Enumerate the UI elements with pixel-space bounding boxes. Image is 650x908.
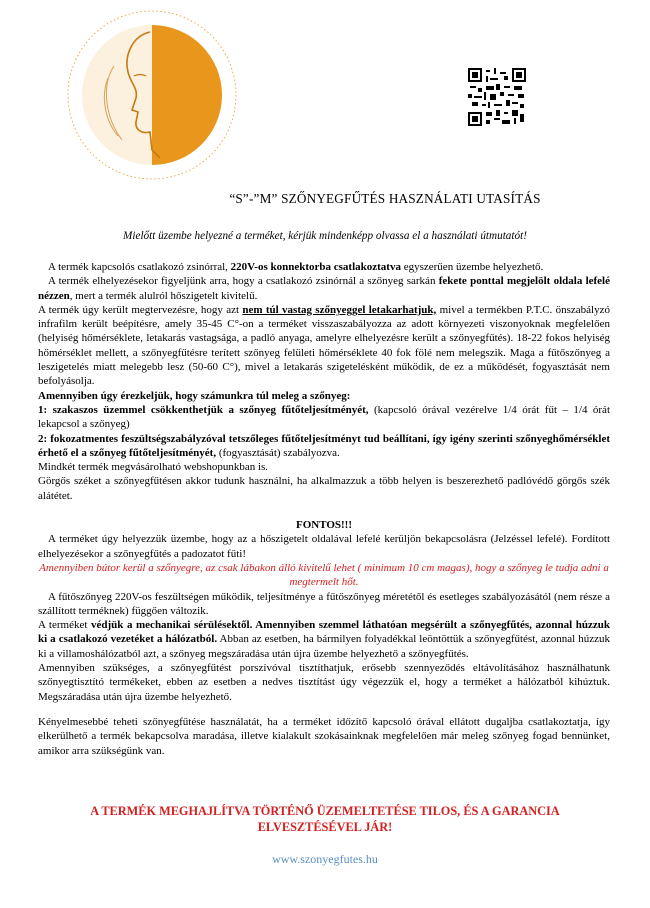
warranty-warning: A TERMÉK MEGHAJLÍTVA TÖRTÉNŐ ÜZEMELTETÉSE TILOS, ÉS A GARANCIA ELVESZTÉSÉVEL JÁR! <box>90 804 560 834</box>
page-title: “S”-”M” SZŐNYEGFŰTÉS HASZNÁLATI UTASÍTÁS <box>229 191 541 206</box>
paragraph-placement: A termék elhelyezésekor figyeljünk arra, hogy a csatlakozó zsinórnál a szőnyeg sarkán fekete ponttal megjelölt oldala lefelé nézzen, mert a termék alulról hőszigetelt kivitelű. <box>38 275 611 302</box>
paragraph-webshop: Mindkét termék megvásárolható webshopunkban is. <box>38 461 269 474</box>
furniture-warning: Amennyiben bútor kerül a szőnyegre, az csak lábakon álló kivitelű lehet ( minimum 10 cm magas), hogy a szőnyeg le tudja adni a megtermelt hőt. <box>39 561 609 589</box>
important-heading: FONTOS!!! <box>295 519 353 532</box>
paragraph-cleaning: Amennyiben szükséges, a szőnyegfűtést porszívóval tisztíthatjuk, erősebb szennyeződés eltávolításához használhatunk szőnyegtisztító termékeket, ebben az esetben a nedves tisztítást úgy végezzük el, hogy a terméket a hálózatból kihúztuk. Megszáradása után újra üzembe helyezhető. <box>38 662 610 703</box>
paragraph-design: A termék úgy került megtervezésre, hogy azt nem túl vastag szőnyeggel letakarhatjuk, mivel a termékben P.T.C. önszabályzó infrafilm került beépítésre, amely 35-45 C°-on a terméket visszaszabályozza az adott környezeti viszonyoknak megfelelően (helyiség hőmérséklete, letakarás vastagsága, a padló anyaga, amelyre elhelyezésre került a szőnyegfűtés). 18-22 fokos helyiség hőmérséklet mellett, a szőnyegfűtésre terített szőnyeg felületi hőmérséklete 40 fok fölé nem melegszik. Maga a fűtőszőnyeg a leszigetelés miatt melegebb lesz (50-60 C°), mivel a letakarás szigetelésként működik, de ez a működését, fogyasztását nem befolyásolja. <box>38 303 610 388</box>
paragraph-too-warm: Amennyiben úgy érezkeljük, hogy számunkra túl meleg a szőnyeg: <box>38 389 351 402</box>
paragraph-timer: Kényelmesebbé teheti szőnyegfűtése használatát, ha a terméket időzítő kapcsoló órával ellátott dugaljba csatlakoztatja, így elkerülhető a termék bekapcsolva maradása, illetve kialakult szokásainknak megfelelően már meleg szőnyeg fogad bennünket, amikor arra szükségünk van. <box>38 715 610 757</box>
paragraph-chair: Görgős széket a szőnyegfűtésen akkor tudunk használni, ha alkalmazzuk a több helyen is beszerezhető padlóvédő görgős szék alátétet. <box>38 475 610 502</box>
sun-face-logo <box>52 6 252 184</box>
qr-code <box>468 68 526 126</box>
paragraph-option-1: 1: szakaszos üzemmel csökkenthetjük a szőnyeg fűtőteljesítményét, (kapcsoló órával vezérelve 1/4 órát fűt – 1/4 órát lekapcsol a szőnyeg) <box>38 403 610 431</box>
paragraph-voltage: A fűtőszőnyeg 220V-os feszültségen működik, teljesítménye a fűtőszőnyeg méretétől és esetleges szabályozásától (nem része a szállított terméknek) függően változik. <box>38 590 610 617</box>
paragraph-connection: A termék kapcsolós csatlakozó zsinórral, 220V-os konnektorba csatlakoztatva egyszerűen üzembe helyezhető. <box>48 261 544 273</box>
intro-note: Mielőtt üzembe helyezné a terméket, kérjük mindenképp olvassa el a használati útmutatót! <box>123 230 527 242</box>
paragraph-damage: A terméket védjük a mechanikai sérülésektől. Amennyiben szemmel láthatóan megsérült a szőnyegfűtés, azonnal húzzuk ki a csatlakozó vezetéket a hálózatból. Abban az esetben, ha bármilyen folyadékkal leöntöttük a szőnyegfűtést, azonnal húzzuk ki a villamoshálózatból azt, a szőnyeg megszáradása után újra üzembe helyezhető a szőnyegfűtés. <box>38 619 610 660</box>
paragraph-orientation: A terméket úgy helyezzük üzembe, hogy az a hőszigetelt oldalával lefelé kerüljön bekapcsolásra (Jelzéssel lefelé). Fordított elhelyezésekor a szőnyegfűtés a padozatot fűti! <box>38 533 610 560</box>
instructions-body <box>38 260 610 758</box>
website-link[interactable]: www.szonyegfutes.hu <box>272 852 378 866</box>
paragraph-option-2: 2: fokozatmentes feszültségszabályzóval tetszőleges fűtőteljesítményt tud beállítani, így igény szerinti szőnyeghőmérséklet érhető el a szőnyeg fűtőteljesítményét, (fogyasztását) szabályozva. <box>38 432 610 459</box>
